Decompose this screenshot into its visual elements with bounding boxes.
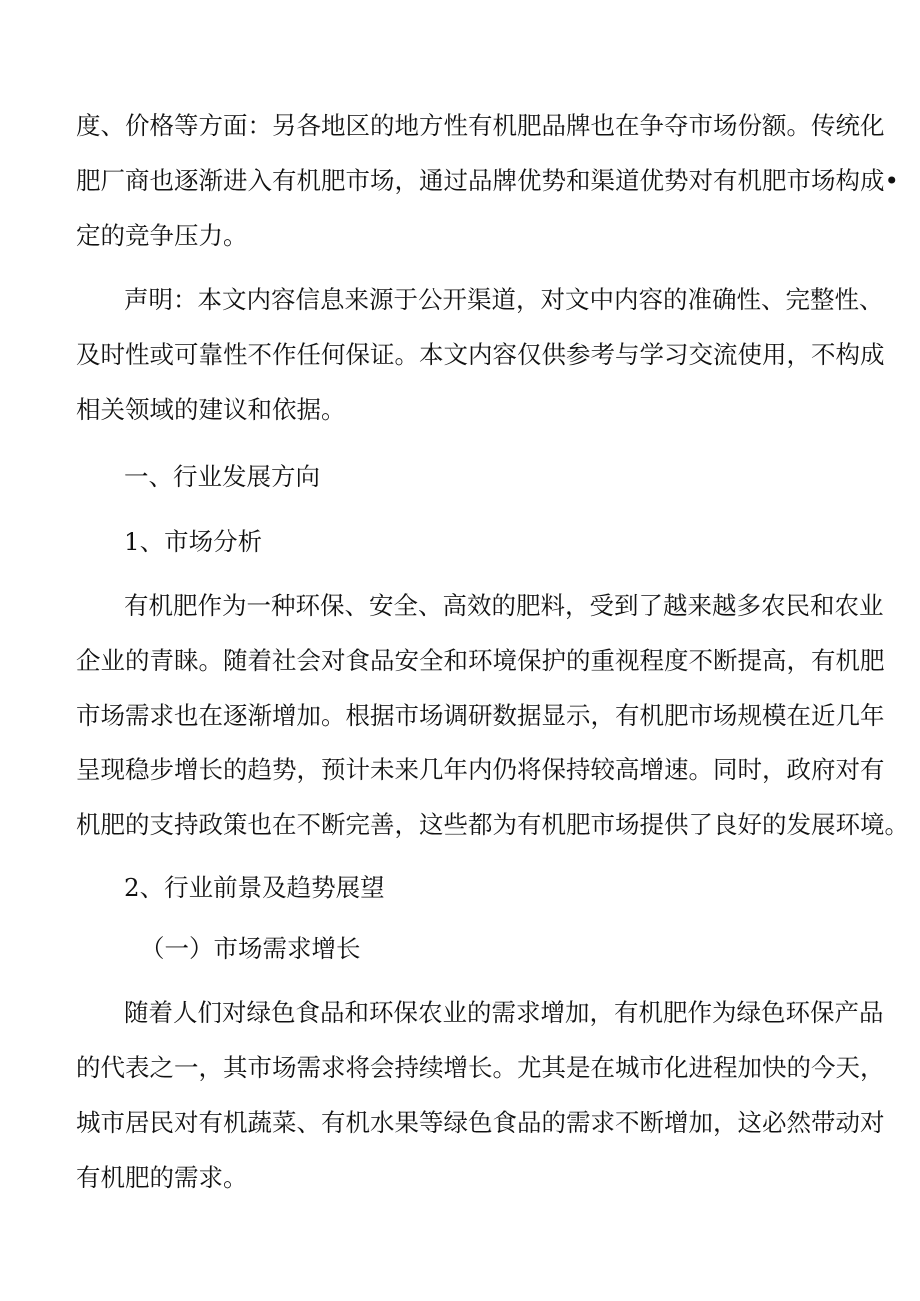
subheading-demand-growth: （一）市场需求增长 bbox=[140, 934, 361, 963]
paragraph-competition-line-1: 度、价格等方面：另各地区的地方性有机肥品牌也在争夺市场份额。传统化 bbox=[76, 111, 885, 140]
disclaimer-line-2: 及时性或可靠性不作任何保证。本文内容仅供参考与学习交流使用，不构成 bbox=[76, 340, 885, 369]
market-analysis-line-3: 市场需求也在逐渐增加。根据市场调研数据显示，有机肥市场规模在近几年 bbox=[76, 701, 885, 730]
demand-growth-line-4: 有机肥的需求。 bbox=[76, 1163, 248, 1192]
paragraph-competition-line-2: 肥厂商也逐渐进入有机肥市场，通过品牌优势和渠道优势对有机肥市场构成• bbox=[76, 166, 899, 195]
disclaimer-line-1: 声明：本文内容信息来源于公开渠道，对文中内容的准确性、完整性、 bbox=[124, 285, 884, 314]
subheading-market-analysis: 1、市场分析 bbox=[124, 527, 263, 556]
demand-growth-line-1: 随着人们对绿色食品和环保农业的需求增加，有机肥作为绿色环保产品 bbox=[124, 998, 884, 1027]
section-heading-1: 一、行业发展方向 bbox=[124, 462, 320, 491]
demand-growth-line-2: 的代表之一，其市场需求将会持续增长。尤其是在城市化进程加快的今天， bbox=[76, 1053, 885, 1082]
subheading-outlook: 2、行业前景及趋势展望 bbox=[124, 873, 385, 902]
paragraph-competition-line-3: 定的竞争压力。 bbox=[76, 221, 248, 250]
market-analysis-line-5: 机肥的支持政策也在不断完善，这些都为有机肥市场提供了良好的发展环境。 bbox=[76, 810, 909, 839]
disclaimer-line-3: 相关领域的建议和依据。 bbox=[76, 395, 346, 424]
market-analysis-line-4: 呈现稳步增长的趋势，预计未来几年内仍将保持较高增速。同时，政府对有 bbox=[76, 755, 885, 784]
market-analysis-line-1: 有机肥作为一种环保、安全、高效的肥料，受到了越来越多农民和农业 bbox=[124, 591, 884, 620]
demand-growth-line-3: 城市居民对有机蔬菜、有机水果等绿色食品的需求不断增加，这必然带动对 bbox=[76, 1108, 885, 1137]
market-analysis-line-2: 企业的青睐。随着社会对食品安全和环境保护的重视程度不断提高，有机肥 bbox=[76, 646, 885, 675]
